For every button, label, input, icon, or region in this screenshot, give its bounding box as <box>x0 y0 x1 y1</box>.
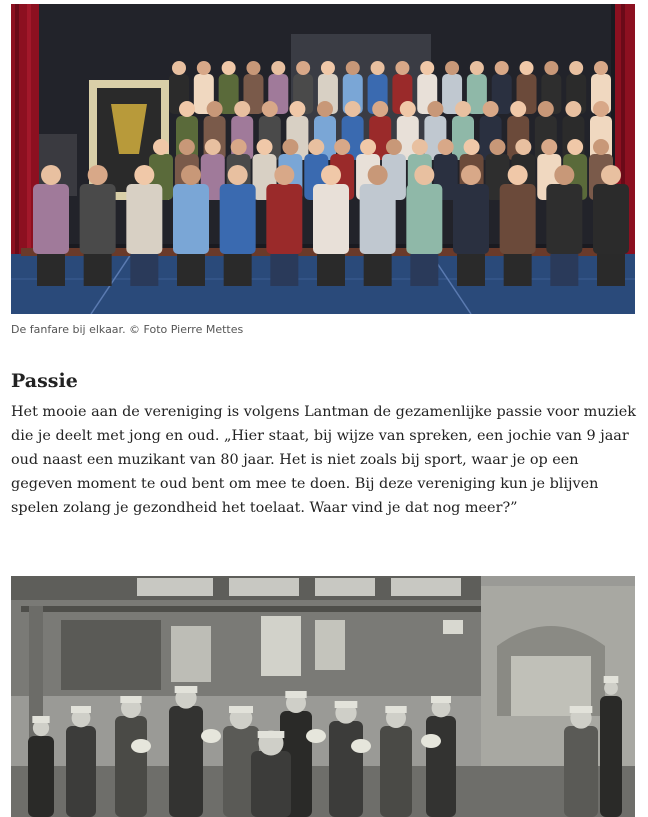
person-head <box>308 139 324 155</box>
person-head <box>153 139 169 155</box>
person-legs <box>177 254 205 286</box>
person-head <box>569 61 583 75</box>
person-head <box>601 165 621 185</box>
person-body <box>266 184 302 254</box>
band-member-cap <box>431 696 451 703</box>
person-head <box>41 165 61 185</box>
person-head <box>510 101 526 117</box>
person-legs <box>550 254 578 286</box>
band-member-cap <box>285 691 306 698</box>
person-head <box>445 61 459 75</box>
person-head <box>386 139 402 155</box>
person-legs <box>317 254 345 286</box>
person-head <box>368 165 388 185</box>
person-head <box>134 165 154 185</box>
person-head <box>246 61 260 75</box>
person-head <box>593 101 609 117</box>
person-head <box>489 139 505 155</box>
person-head <box>594 61 608 75</box>
band-member-body <box>66 726 96 817</box>
person-body <box>360 184 396 254</box>
person-head <box>515 139 531 155</box>
band-member-cap <box>570 706 593 713</box>
person-head <box>296 61 310 75</box>
person-head <box>565 101 581 117</box>
person-head <box>395 61 409 75</box>
person-body <box>593 184 629 254</box>
person-head <box>345 101 361 117</box>
person-head <box>427 101 443 117</box>
band-member-head <box>604 681 618 695</box>
person-head <box>271 61 285 75</box>
person-head <box>412 139 428 155</box>
person-head <box>544 61 558 75</box>
person-head <box>360 139 376 155</box>
person-head <box>438 139 454 155</box>
person-head <box>455 101 471 117</box>
person-head <box>231 139 247 155</box>
person-legs <box>37 254 65 286</box>
band-member-cap <box>385 706 406 713</box>
band-member-cap <box>175 686 198 693</box>
person-head <box>495 61 509 75</box>
person-head <box>289 101 305 117</box>
person-head <box>538 101 554 117</box>
band-member-cap <box>32 716 49 723</box>
person-legs <box>270 254 298 286</box>
band-member-body <box>426 716 456 817</box>
person-head <box>346 61 360 75</box>
person-head <box>420 61 434 75</box>
person-head <box>262 101 278 117</box>
person-head <box>414 165 434 185</box>
photo-caption: De fanfare bij elkaar. © Foto Pierre Mettes <box>11 323 244 336</box>
person-head <box>172 61 186 75</box>
person-head <box>461 165 481 185</box>
person-head <box>567 139 583 155</box>
person-head <box>371 61 385 75</box>
person-body <box>546 184 582 254</box>
person-head <box>321 165 341 185</box>
person-head <box>554 165 574 185</box>
person-body <box>220 184 256 254</box>
person-head <box>593 139 609 155</box>
band-member-cap <box>229 706 253 713</box>
person-head <box>400 101 416 117</box>
person-head <box>541 139 557 155</box>
person-legs <box>597 254 625 286</box>
brass-instrument <box>131 739 151 753</box>
brass-instrument <box>351 739 371 753</box>
brass-instrument <box>306 729 326 743</box>
person-head <box>181 165 201 185</box>
person-head <box>257 139 273 155</box>
person-head <box>205 139 221 155</box>
person-body <box>313 184 349 254</box>
person-head <box>179 101 195 117</box>
person-head <box>321 61 335 75</box>
person-head <box>520 61 534 75</box>
section-paragraph: Het mooie aan de vereniging is volgens Lantman de gezamenlijke passie voor muziek die je deelt met jong en oud. „Hier staat, bij wijze van spreken, een jochie van 9 jaar oud naast een muzikant van 80 jaar. Het is niet zoals bij sport, waar je op een gegeven moment te oud bent om mee te doen. Bij deze vereniging kun je blijven spelen zolang je gezondheid het toelaat. Waar vind je dat nog meer?” <box>11 404 636 516</box>
brass-instrument <box>201 729 221 743</box>
person-head <box>179 139 195 155</box>
band-member-cap <box>335 701 358 708</box>
band-member-body <box>380 726 412 817</box>
group-photo-image <box>11 4 635 314</box>
section-heading: Passie <box>11 370 78 392</box>
person-legs <box>130 254 158 286</box>
person-body <box>453 184 489 254</box>
person-head <box>197 61 211 75</box>
band-member-body <box>169 706 203 817</box>
historic-photo <box>11 576 635 817</box>
band-member-cap <box>71 706 91 713</box>
person-legs <box>224 254 252 286</box>
person-body <box>80 184 116 254</box>
person-head <box>508 165 528 185</box>
person-body <box>406 184 442 254</box>
person-head <box>282 139 298 155</box>
historic-photo-image <box>11 576 635 817</box>
brass-instrument <box>421 734 441 748</box>
person-head <box>228 165 248 185</box>
person-head <box>317 101 333 117</box>
person-head <box>470 61 484 75</box>
person-body <box>126 184 162 254</box>
band-member-body <box>600 696 622 817</box>
band-member-body <box>329 721 363 817</box>
person-head <box>464 139 480 155</box>
person-head <box>88 165 108 185</box>
band-member-cap <box>604 676 619 683</box>
person-head <box>483 101 499 117</box>
band-member-cap <box>120 696 141 703</box>
person-head <box>334 139 350 155</box>
band-member-body <box>251 751 291 817</box>
person-head <box>207 101 223 117</box>
person-head <box>222 61 236 75</box>
person-legs <box>504 254 532 286</box>
band-member-body <box>564 726 598 817</box>
person-legs <box>410 254 438 286</box>
person-head <box>274 165 294 185</box>
person-head <box>372 101 388 117</box>
person-legs <box>364 254 392 286</box>
person-head <box>234 101 250 117</box>
person-body <box>173 184 209 254</box>
person-body <box>500 184 536 254</box>
person-body <box>33 184 69 254</box>
band-member-cap <box>258 731 285 738</box>
group-photo <box>11 4 635 314</box>
person-legs <box>84 254 112 286</box>
band-member-body <box>28 736 54 817</box>
person-legs <box>457 254 485 286</box>
band-member-body <box>115 716 147 817</box>
